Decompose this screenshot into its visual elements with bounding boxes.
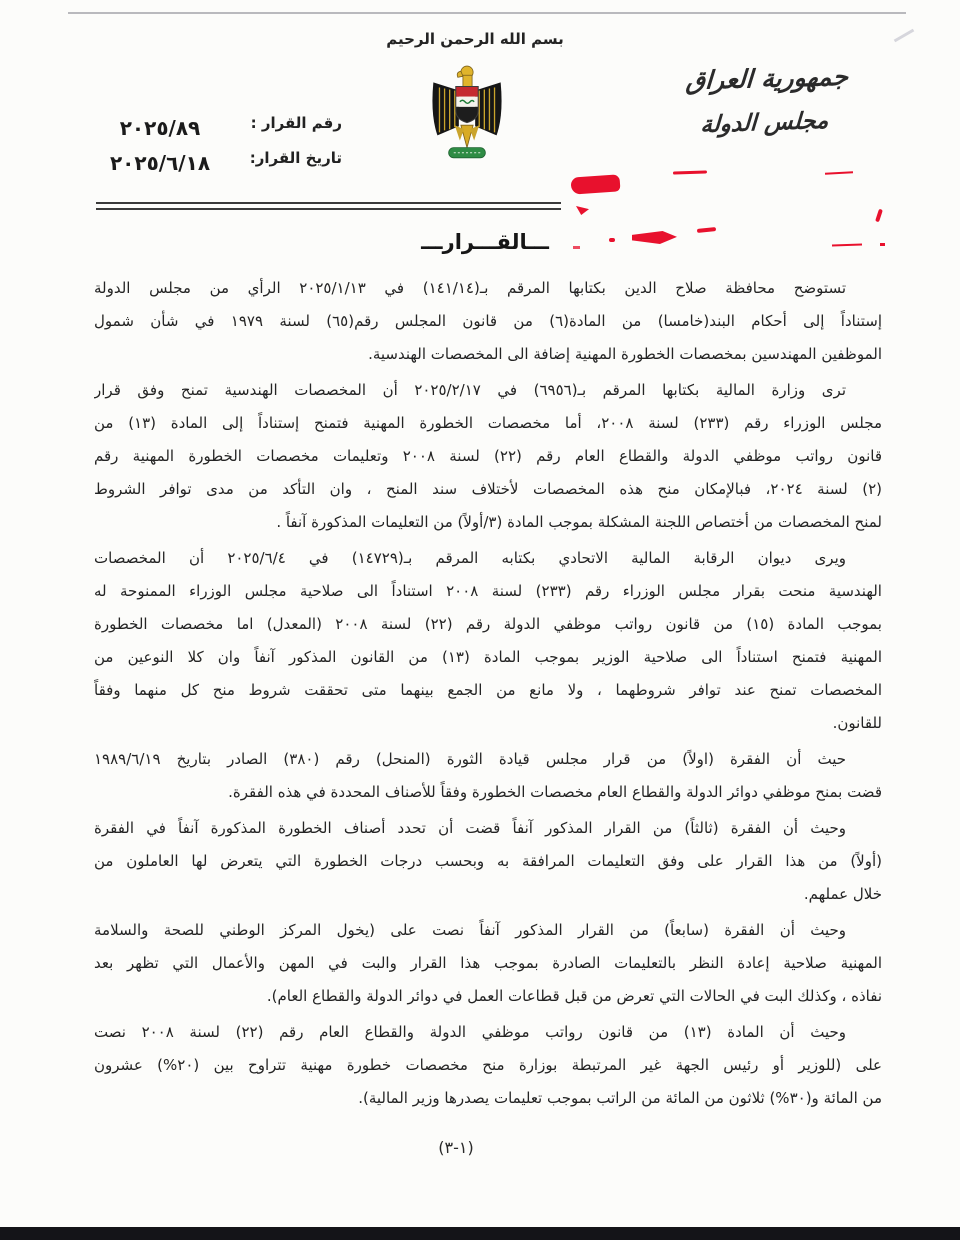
text-line: المهنية صلاحية إعادة النظر بالتعليمات الصادرة بموجب هذا القرار والبت في المهن والأعمال التي تظهر بعد bbox=[94, 954, 882, 972]
decision-number-value: ٢٠٢٥/٨٩ bbox=[119, 116, 201, 140]
text-line: الهندسية منحت بقرار مجلس الوزراء رقم (٢٣٣) لسنة ٢٠٠٨ استناداً الى صلاحية مجلس الوزراء الممنوحة له bbox=[94, 582, 882, 600]
paragraph bbox=[94, 914, 882, 1013]
bismillah-text: بسم الله الرحمن الرحيم bbox=[386, 30, 564, 48]
text-line: على (للوزير أو رئيس الجهة غير المرتبطة بوزارة منح مخصصات خطورة مهنية تتراوح بين (٢٠%) عشرون bbox=[94, 1056, 882, 1074]
scan-bottom-bar bbox=[0, 1227, 960, 1240]
text-line: (أولاً) من هذا القرار على وفق التعليمات المرافقة به وبحسب درجات الخطورة التي يتعرض لها العاملون من bbox=[94, 852, 882, 870]
text-line: ويرى ديوان الرقابة المالية الاتحادي بكتابه المرقم بـ(١٤٧٢٩) في ٢٠٢٥/٦/٤ أن المخصصات bbox=[94, 549, 846, 567]
redaction-mark bbox=[825, 171, 853, 174]
paragraph bbox=[94, 542, 882, 740]
redaction-mark bbox=[576, 206, 589, 215]
paragraph bbox=[94, 743, 882, 809]
text-line: إستناداً إلى أحكام البند(خامسا) من المادة(٦) من قانون المجلس رقم(٦٥) لسنة ١٩٧٩ في شأن شمول bbox=[94, 312, 882, 330]
redaction-mark bbox=[570, 174, 620, 194]
scan-edge-line bbox=[68, 12, 906, 14]
document-body bbox=[94, 272, 882, 1118]
text-line: مجلس الوزراء رقم (٢٣٣) لسنة ٢٠٠٨، أما مخصصات الخطورة المهنية فتمنح إستناداً إلى المادة (١٣) من bbox=[94, 414, 882, 432]
text-line: وحيث أن الفقرة (سابعاً) من القرار المذكور آنفاً نصت على (يخول المركز الوطني للصحة والسلامة bbox=[94, 921, 846, 939]
letterhead-republic-of-iraq: جمهورية العراق bbox=[685, 61, 849, 96]
text-line: بموجب المادة (١٥) من قانون رواتب موظفي الدولة رقم (٢٢) لسنة ٢٠٠٨ (المعدل) اما مخصصات الخطورة bbox=[94, 615, 882, 633]
text-line: خلال عملهم. bbox=[803, 885, 882, 903]
text-line: تستوضح محافظة صلاح الدين بكتابها المرقم بـ(١٤١/١٤) في ٢٠٢٥/١/١٣ الرأي من مجلس الدولة bbox=[94, 279, 846, 297]
iraq-eagle-emblem-svg bbox=[423, 62, 511, 166]
text-line: ترى وزارة المالية بكتابها المرقم بـ(٦٩٥٦) في ٢٠٢٥/٢/١٧ أن المخصصات الهندسية تمنح وفق قرار bbox=[94, 381, 846, 399]
redaction-mark bbox=[697, 227, 716, 233]
paragraph bbox=[94, 272, 882, 371]
text-line: قانون رواتب موظفي الدولة والقطاع العام رقم (٢٢) لسنة ٢٠٠٨ وتعليمات مخصصات الخطورة المهنية رقم bbox=[94, 447, 882, 465]
redaction-mark bbox=[880, 243, 885, 246]
text-line: الموظفين المهندسين بمخصصات الخطورة المهنية إضافة الى المخصصات الهندسية. bbox=[368, 345, 882, 363]
decision-meta-labels bbox=[226, 106, 342, 176]
text-line: من المائة و(٣٠%) ثلاثون من المائة من الراتب بموجب تعليمات يصدرها وزير المالية). bbox=[358, 1089, 882, 1107]
text-line: نفاذه ، وكذلك البت في الحالات التي تعرض من قبل قطاعات العمل في دوائر الدولة والقطاع العام). bbox=[266, 987, 882, 1005]
text-line: المهنية فتمنح استناداً الى صلاحية الوزير بموجب المادة (١٣) من القانون المذكور آنفاً وان كلا النوعين من bbox=[94, 648, 882, 666]
redaction-mark bbox=[875, 209, 883, 223]
redaction-mark bbox=[832, 243, 862, 246]
decision-date-label: تاريخ القرار: bbox=[249, 149, 342, 167]
scan-scratch-mark bbox=[894, 29, 915, 43]
text-line: وحيث أن المادة (١٣) من قانون رواتب موظفي الدولة والقطاع العام رقم (٢٢) لسنة ٢٠٠٨ نصت bbox=[94, 1023, 846, 1041]
decision-title: ـــالقـــرارـــ bbox=[421, 230, 549, 254]
redaction-mark bbox=[673, 170, 707, 174]
iraq-eagle-emblem bbox=[423, 62, 511, 166]
page-number: (١-٣) bbox=[438, 1138, 474, 1157]
paragraph bbox=[94, 812, 882, 911]
decision-meta-values bbox=[98, 111, 222, 181]
text-line: حيث أن الفقرة (اولاً) من قرار مجلس قيادة الثورة (المنحل) رقم (٣٨٠) الصادر بتاريخ ١٩٨٩/٦/١٩ bbox=[94, 750, 846, 768]
paragraph bbox=[94, 1016, 882, 1115]
paragraph bbox=[94, 374, 882, 539]
text-line: (٢) لسنة ٢٠٢٤، فبالإمكان منح هذه المخصصات لأختلاف سند المنح ، وان التأكد من مدى توافر الشروط bbox=[94, 480, 882, 498]
text-line: المخصصات تمنح عند توافر شروطهما ، ولا مانع من الجمع بينهما متى تحققت شروط منح كل منهما وفقاً bbox=[94, 681, 882, 699]
redaction-mark bbox=[632, 231, 677, 244]
text-line: لمنح المخصصات من أختصاص اللجنة المشكلة بموجب المادة (٣/أولاً) من التعليمات المذكورة آنفاً . bbox=[276, 513, 882, 531]
text-line: قضت بمنح موظفي دوائر الدولة والقطاع العام مخصصات الخطورة وفقاً للأصناف المحددة في هذه الفقرة. bbox=[228, 783, 882, 801]
decision-date-value: ٢٠٢٥/٦/١٨ bbox=[109, 151, 211, 175]
letterhead-council-of-state: مجلس الدولة bbox=[699, 107, 830, 139]
separator-double-rule bbox=[96, 202, 561, 210]
decision-number-label: رقم القرار : bbox=[250, 114, 342, 132]
text-line: وحيث أن الفقرة (ثالثاً) من القرار المذكور آنفاً قضت أن تحدد أصناف الخطورة المذكورة آنفاً في الفقرة bbox=[94, 819, 846, 837]
text-line: للقانون. bbox=[832, 714, 882, 732]
